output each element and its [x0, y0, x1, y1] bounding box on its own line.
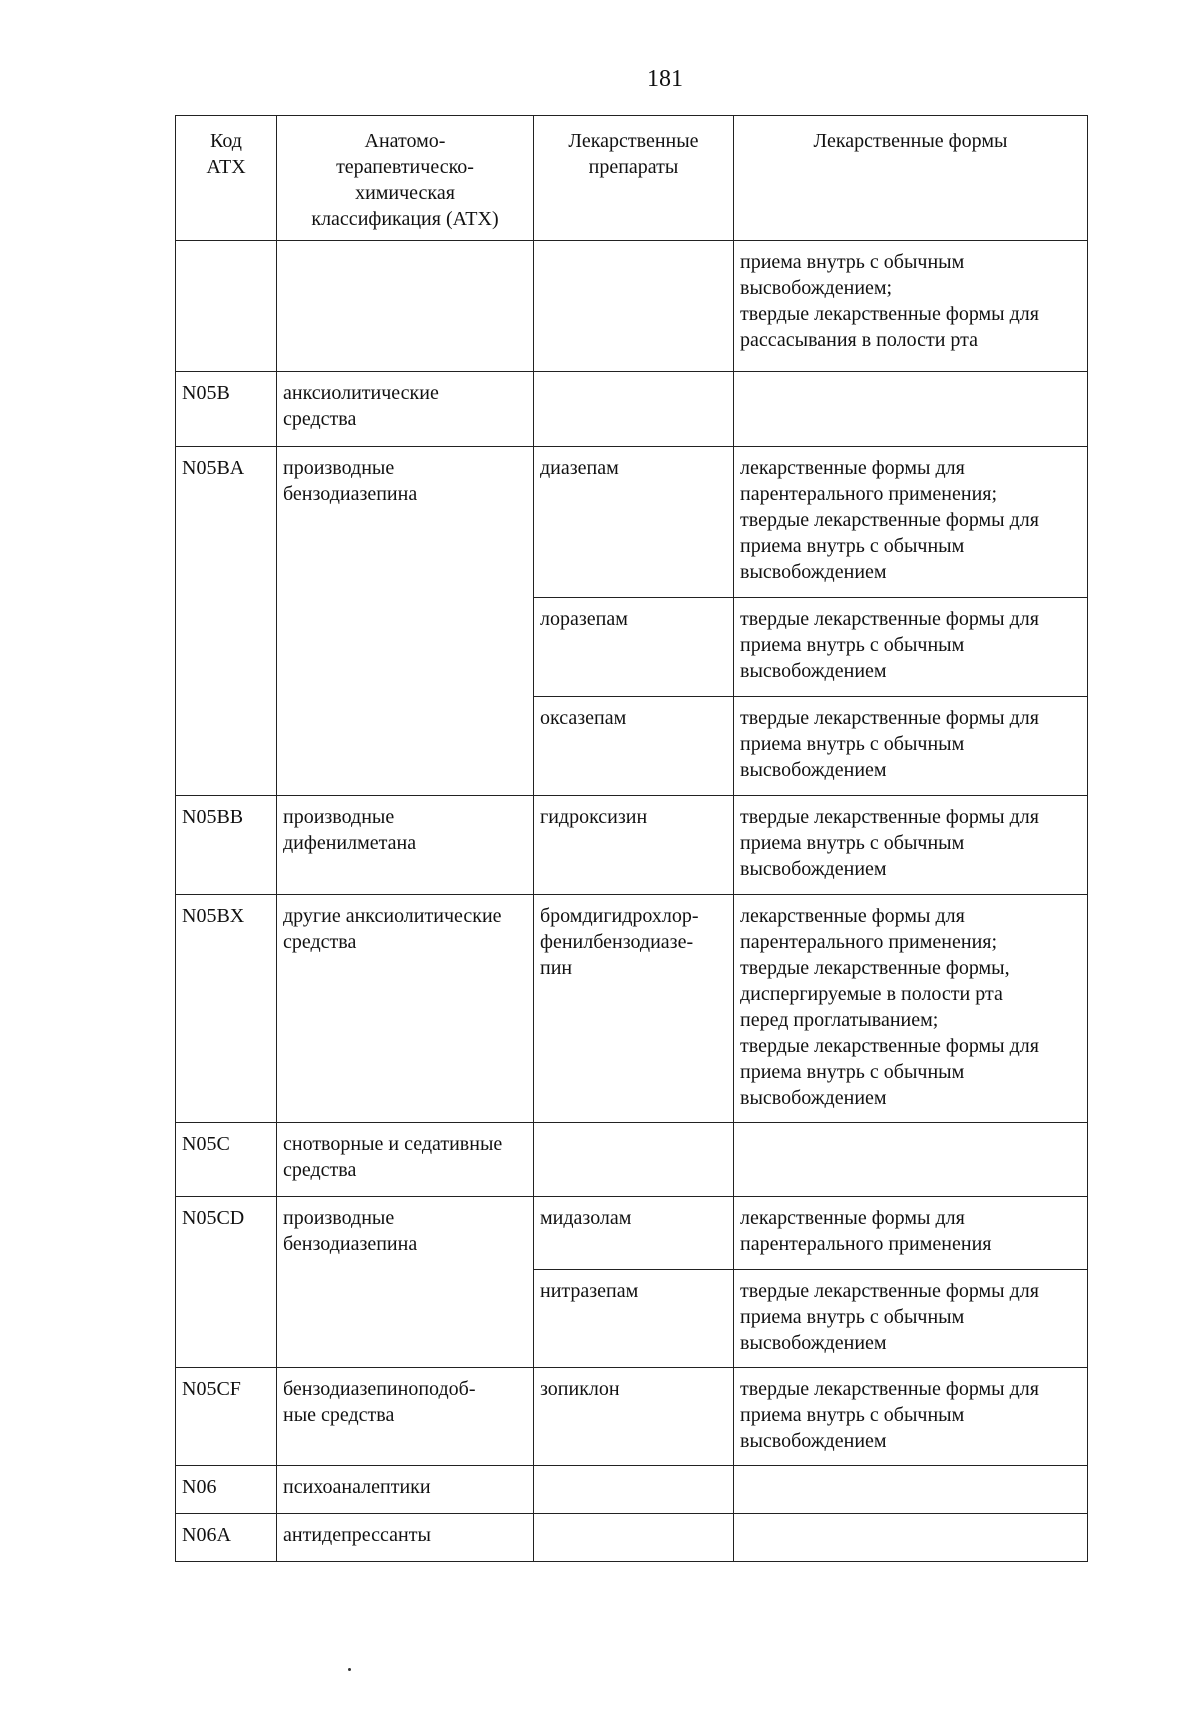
forms-cell: твердые лекарственные формы для приема внутрь с обычным высвобождением [734, 796, 1088, 895]
class-cell: бензодиазепиноподоб- ные средства [277, 1368, 534, 1466]
drug-cell: диазепам [534, 447, 734, 598]
header-forms-label: Лекарственные формы [813, 130, 1008, 152]
code-cell: N06A [176, 1514, 277, 1562]
forms-cell: лекарственные формы для парентерального применения [734, 1197, 1088, 1270]
class-cell [277, 241, 534, 372]
drug-cell [534, 1514, 734, 1562]
code-cell: N05BX [176, 895, 277, 1123]
header-drugs [534, 116, 734, 241]
forms-cell: твердые лекарственные формы для приема внутрь с обычным высвобождением [734, 1368, 1088, 1466]
header-classification-label: Анатомо- терапевтическо- химическая классификация (АТХ) [311, 130, 499, 230]
page-number: 181 [647, 66, 683, 92]
drug-cell [534, 1123, 734, 1197]
table-row [176, 447, 1088, 598]
class-cell: анксиолитические средства [277, 372, 534, 447]
header-classification [277, 116, 534, 241]
drug-cell [534, 372, 734, 447]
forms-cell [734, 1466, 1088, 1514]
class-cell: психоаналептики [277, 1466, 534, 1514]
table-row [176, 1368, 1088, 1466]
code-cell: N05CF [176, 1368, 277, 1466]
drug-cell [534, 241, 734, 372]
forms-cell: твердые лекарственные формы для приема внутрь с обычным высвобождением [734, 598, 1088, 697]
forms-cell: приема внутрь с обычным высвобождением; твердые лекарственные формы для рассасывания в полости рта [734, 241, 1088, 372]
header-drugs-label: Лекарственные препараты [568, 130, 699, 178]
drug-cell [534, 1466, 734, 1514]
table-row [176, 1514, 1088, 1562]
table-row [176, 796, 1088, 895]
drug-cell: оксазепам [534, 697, 734, 796]
forms-cell [734, 1123, 1088, 1197]
table-header-row [176, 116, 1088, 241]
drug-cell: нитразепам [534, 1270, 734, 1368]
class-cell: другие анксиолитические средства [277, 895, 534, 1123]
table-row [176, 1123, 1088, 1197]
class-cell: производные бензодиазепина [277, 1197, 534, 1368]
code-cell: N05C [176, 1123, 277, 1197]
drug-cell: гидроксизин [534, 796, 734, 895]
class-cell: снотворные и седативные средства [277, 1123, 534, 1197]
forms-cell [734, 1514, 1088, 1562]
drug-cell: мидазолам [534, 1197, 734, 1270]
code-cell: N05CD [176, 1197, 277, 1368]
forms-cell: твердые лекарственные формы для приема внутрь с обычным высвобождением [734, 1270, 1088, 1368]
code-cell: N05BB [176, 796, 277, 895]
table-row [176, 1197, 1088, 1270]
forms-cell [734, 372, 1088, 447]
table-row [176, 372, 1088, 447]
code-cell: N05B [176, 372, 277, 447]
drug-cell: бромдигидрохлор- фенилбензодиазе- пин [534, 895, 734, 1123]
table-row [176, 895, 1088, 1123]
class-cell: антидепрессанты [277, 1514, 534, 1562]
table-row [176, 241, 1088, 372]
drug-cell: лоразепам [534, 598, 734, 697]
forms-cell: лекарственные формы для парентерального применения; твердые лекарственные формы, диспергируемые в полости рта перед проглатыванием; твердые лекарственные формы для приема внутрь с обычным высвобождением [734, 895, 1088, 1123]
code-cell [176, 241, 277, 372]
class-cell: производные бензодиазепина [277, 447, 534, 796]
atx-table [175, 115, 1088, 1562]
header-code [176, 116, 277, 241]
forms-cell: твердые лекарственные формы для приема внутрь с обычным высвобождением [734, 697, 1088, 796]
header-code-label: Код АТХ [206, 130, 246, 178]
drug-cell: зопиклон [534, 1368, 734, 1466]
table-row [176, 1466, 1088, 1514]
class-cell: производные дифенилметана [277, 796, 534, 895]
code-cell: N06 [176, 1466, 277, 1514]
header-forms [734, 116, 1088, 241]
code-cell: N05BA [176, 447, 277, 796]
forms-cell: лекарственные формы для парентерального применения; твердые лекарственные формы для приема внутрь с обычным высвобождением [734, 447, 1088, 598]
scan-dot [348, 1668, 351, 1671]
